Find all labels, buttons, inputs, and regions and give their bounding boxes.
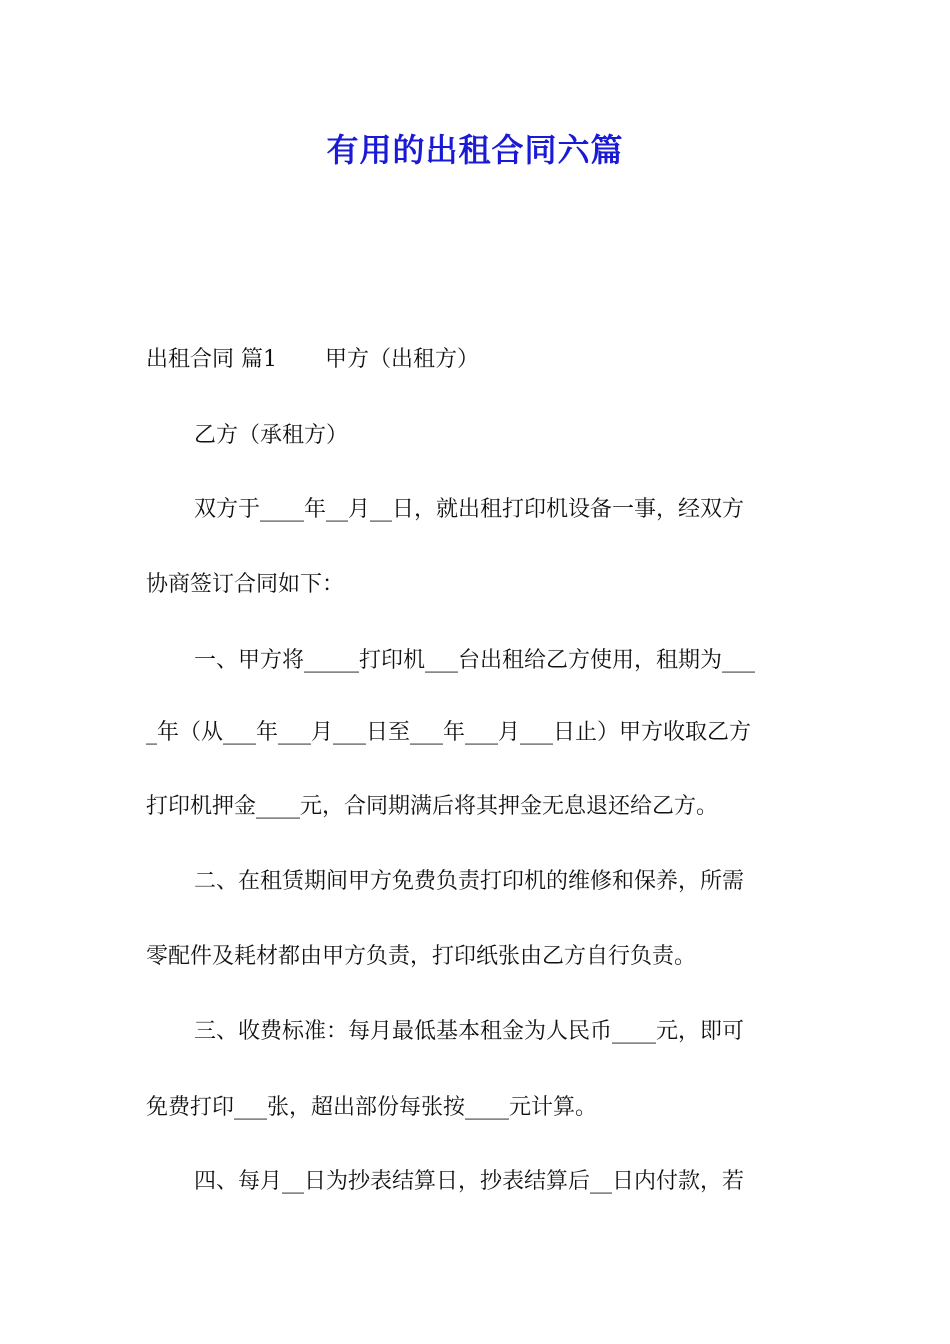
paragraph-line: 三、收费标准：每月最低基本租金为人民币____元，即可 [194,1019,745,1044]
paragraph-line: 免费打印___张，超出部份每张按____元计算。 [146,1095,598,1120]
party-a-label: 甲方（出租方） [325,347,480,372]
section-heading-line [146,344,810,376]
paragraph-line: 二、在租赁期间甲方免费负责打印机的维修和保养，所需 [194,869,745,894]
paragraph-line: 零配件及耗材都由甲方负责，打印纸张由乙方自行负责。 [146,944,697,969]
paragraph-line: 打印机押金____元，合同期满后将其押金无息退还给乙方。 [146,794,719,819]
document-title: 有用的出租合同六篇 [326,131,624,169]
paragraph-line: 四、每月__日为抄表结算日，抄表结算后__日内付款，若 [194,1169,745,1194]
paragraph-line: 一、甲方将_____打印机___台出租给乙方使用，租期为___ [194,648,756,673]
paragraph-line: 双方于____年__月__日，就出租打印机设备一事，经双方 [194,497,745,522]
paragraph-line: 乙方（承租方） [194,423,349,448]
paragraph-line: _年（从___年___月___日至___年___月___日止）甲方收取乙方 [146,720,752,745]
paragraph-line: 协商签订合同如下： [146,572,345,597]
section-label: 出租合同 篇1 [146,347,277,372]
